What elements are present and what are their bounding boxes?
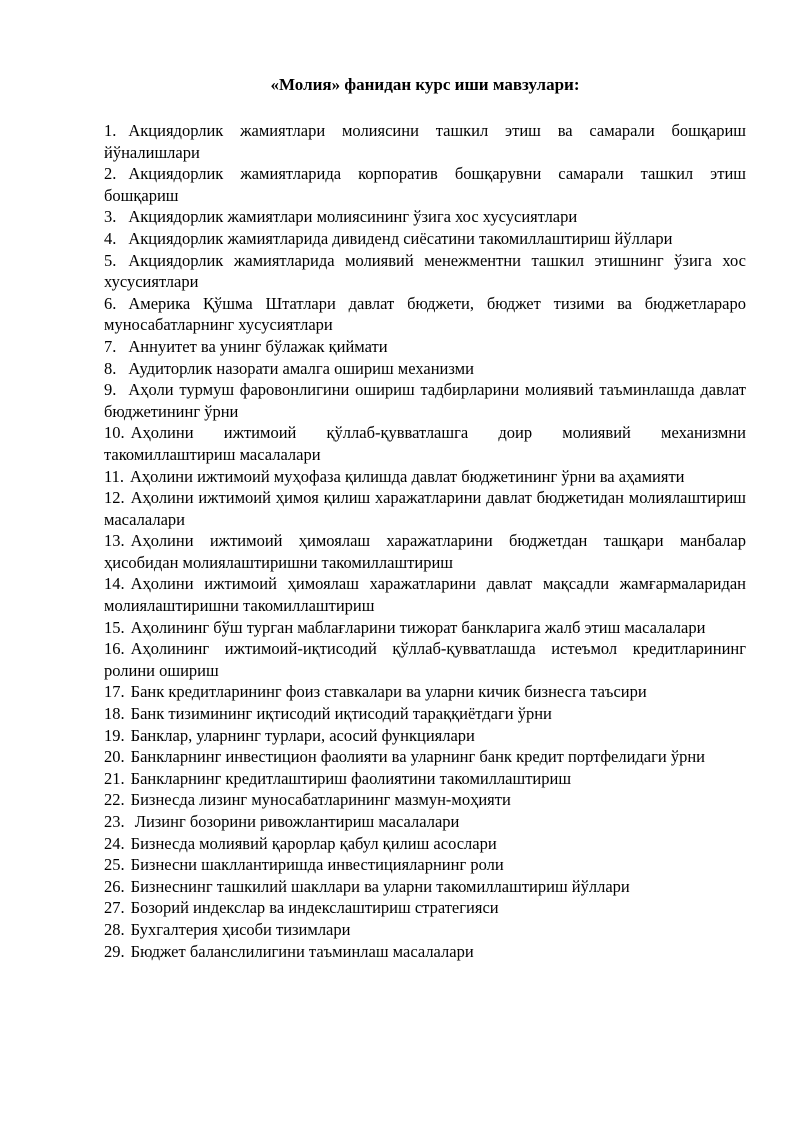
list-item (104, 250, 746, 293)
topic-text: Аҳолининг ижтимоий-иқтисодий қўллаб-қувватлашда истеъмол кредитларининг ролини ошириш (104, 639, 746, 680)
topic-text: Аҳолини ижтимоий ҳимоялаш харажатларини бюджетдан ташқари манбалар ҳисобидан молиялаштиришни такомиллаштириш (104, 531, 746, 572)
topic-number: 16. (104, 639, 125, 659)
list-item (104, 789, 746, 811)
topic-number: 22. (104, 790, 125, 810)
topic-list (104, 120, 746, 962)
topic-number: 18. (104, 704, 125, 724)
topic-number: 1. (104, 121, 117, 140)
list-item (104, 617, 746, 639)
list-item (104, 530, 746, 573)
topic-number: 20. (104, 747, 125, 767)
list-item (104, 919, 746, 941)
list-item (104, 941, 746, 963)
document-title: «Молия» фанидан курс иши мавзулари: (270, 75, 580, 94)
topic-text: Америка Қўшма Штатлари давлат бюджети, бюджет тизими ва бюджетлараро муносабатларнинг хусусиятлари (104, 293, 746, 335)
topic-number: 25. (104, 855, 125, 875)
topic-text: Аҳолини ижтимоий муҳофаза қилишда давлат бюджетининг ўрни ва аҳамияти (130, 466, 685, 486)
topic-text: Аҳолининг бўш турган маблағларини тижорат банкларига жалб этиш масалалари (130, 617, 706, 637)
topic-text: Аҳолини ижтимоий ҳимоя қилиш харажатларини давлат бюджетидан молиялаштириш масалалари (104, 488, 746, 529)
topic-number: 2. (104, 164, 117, 184)
list-item (104, 228, 746, 250)
topic-number: 15. (104, 617, 125, 637)
topic-text: Аудиторлик назорати амалга ошириш механизми (128, 358, 474, 378)
topic-number: 23. (104, 812, 125, 831)
topic-text: Банк тизимининг иқтисодий иқтисодий тараққиётдаги ўрни (130, 704, 552, 724)
list-item (104, 358, 746, 380)
list-item (104, 897, 746, 919)
topic-number: 7. (104, 336, 117, 356)
topic-number: 17. (104, 682, 125, 702)
topic-number: 14. (104, 574, 125, 594)
topic-number: 5. (104, 250, 117, 270)
topic-text: Аннуитет ва унинг бўлажак қиймати (128, 336, 388, 356)
list-item (104, 120, 746, 163)
topic-number: 9. (104, 380, 117, 400)
topic-text: Бухгалтерия ҳисоби тизимлари (130, 919, 351, 939)
topic-number: 24. (104, 833, 125, 853)
list-item (104, 768, 746, 790)
topic-number: 10. (104, 423, 125, 443)
topic-text: Акциядорлик жамиятлари молиясининг ўзига хос хусусиятлари (128, 207, 578, 227)
topic-number: 8. (104, 358, 117, 378)
list-item (104, 703, 746, 725)
list-item (104, 854, 746, 876)
list-item (104, 466, 746, 488)
topic-number: 27. (104, 898, 125, 918)
topic-text: Аҳолини ижтимоий ҳимоялаш харажатларини давлат мақсадли жамғармаларидан молиялаштиришни такомиллаштириш (104, 574, 746, 616)
list-item (104, 876, 746, 898)
list-item (104, 811, 746, 833)
topic-text: Акциядорлик жамиятларида корпоратив бошқарувни самарали ташкил этиш бошқариш (104, 164, 746, 205)
topic-text: Бизнесда лизинг муносабатларининг мазмун-моҳияти (130, 790, 511, 810)
topic-text: Банкларнинг кредитлаштириш фаолиятини такомиллаштириш (130, 768, 572, 788)
topic-number: 6. (104, 293, 117, 313)
topic-text: Акциядорлик жамиятлари молиясини ташкил этиш ва самарали бошқариш йўналишлари (104, 121, 746, 162)
topic-text: Бизнеснинг ташкилий шакллари ва уларни такомиллаштириш йўллари (130, 876, 630, 896)
topic-text: Бизнесни шакллантиришда инвестицияларнинг роли (130, 855, 504, 875)
list-item (104, 336, 746, 358)
topic-text: Акциядорлик жамиятларида дивиденд сиёсатини такомиллаштириш йўллари (128, 228, 673, 248)
list-item (104, 487, 746, 530)
topic-number: 28. (104, 919, 125, 939)
topic-text: Бизнесда молиявий қарорлар қабул қилиш асослари (130, 833, 497, 853)
document-page (104, 74, 746, 962)
topic-text: Банкларнинг инвестицион фаолияти ва уларнинг банк кредит портфелидаги ўрни (130, 747, 706, 767)
topic-number: 29. (104, 941, 125, 961)
list-item (104, 379, 746, 422)
topic-number: 3. (104, 207, 117, 227)
topic-number: 26. (104, 876, 125, 896)
list-item (104, 638, 746, 681)
topic-number: 21. (104, 768, 125, 788)
topic-number: 13. (104, 531, 125, 551)
topic-text: Банк кредитларининг фоиз ставкалари ва уларни кичик бизнесга таъсири (130, 682, 647, 702)
topic-text: Аҳоли турмуш фаровонлигини ошириш тадбирларини молиявий таъминлашда давлат бюджетининг ўрни (104, 380, 746, 421)
topic-number: 11. (104, 466, 125, 486)
list-item (104, 163, 746, 206)
topic-number: 19. (104, 725, 125, 745)
topic-number: 4. (104, 228, 117, 248)
list-item (104, 725, 746, 747)
topic-text: Лизинг бозорини ривожлантириш масалалари (130, 812, 460, 831)
topic-number: 12. (104, 488, 125, 508)
topic-text: Банклар, уларнинг турлари, асосий функциялари (130, 725, 475, 745)
topic-text: Бозорий индекслар ва индекслаштириш стратегияси (130, 898, 499, 918)
list-item (104, 833, 746, 855)
list-item (104, 746, 746, 768)
list-item (104, 681, 746, 703)
list-item (104, 422, 746, 465)
list-item (104, 573, 746, 616)
list-item (104, 293, 746, 336)
topic-text: Аҳолини ижтимоий қўллаб-қувватлашга доир молиявий механизмни такомиллаштириш масалалари (104, 423, 746, 464)
list-item (104, 206, 746, 228)
topic-text: Акциядорлик жамиятларида молиявий менежментни ташкил этишнинг ўзига хос хусусиятлари (104, 250, 746, 292)
topic-text: Бюджет баланслилигини таъминлаш масалалари (130, 941, 474, 961)
